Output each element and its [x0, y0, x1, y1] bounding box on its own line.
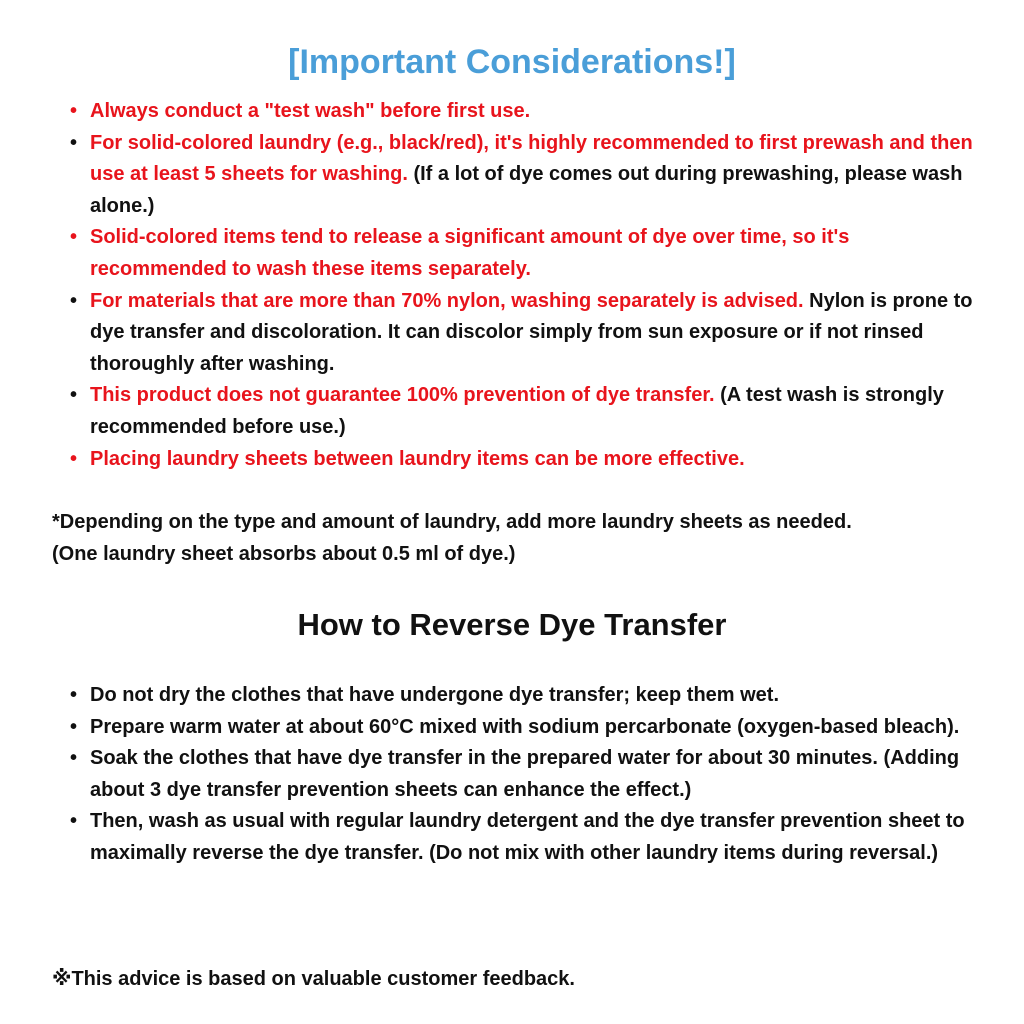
note-line: *Depending on the type and amount of laundry, add more laundry sheets as needed.: [52, 511, 852, 533]
warning-text: For solid-colored laundry (e.g., black/red), it's highly recommended to first prewash and then use at least 5 sheets for washing.: [90, 131, 973, 186]
note-line: (One laundry sheet absorbs about 0.5 ml of dye.): [52, 542, 516, 565]
step-text: Then, wash as usual with regular laundry detergent and the dye transfer prevention sheet to maximally reverse the dye transfer. (Do not mix with other laundry items during reversal.): [90, 810, 965, 864]
warning-text: This product does not guarantee 100% prevention of dye transfer.: [90, 384, 715, 407]
bullet-icon: •: [70, 715, 78, 738]
step-text: Prepare warm water at about 60°C mixed with sodium percarbonate (oxygen-based bleach).: [90, 715, 960, 738]
warning-text: Always conduct a "test wash" before first use.: [90, 100, 531, 122]
reverse-steps-list: [70, 680, 990, 870]
warning-text: Solid-colored items tend to release a significant amount of dye over time, so it's recommended to wash these items separately.: [90, 226, 850, 280]
step-text: Soak the clothes that have dye transfer in the prepared water for about 30 minutes. (Adding about 3 dye transfer prevention sheets can enhance the effect.): [90, 747, 960, 801]
detail-text: Nylon is prone to dye transfer and discoloration. It can discolor simply from sun exposure or if not rinsed thoroughly after washing.: [90, 289, 973, 375]
list-item: [70, 286, 990, 381]
list-item: [70, 444, 990, 476]
sheet-quantity-note: [52, 507, 1002, 570]
important-list: [70, 96, 990, 475]
list-item: [70, 680, 990, 712]
list-item: [70, 96, 990, 128]
important-title: [Important Considerations!]: [288, 43, 736, 81]
list-item: [70, 222, 990, 285]
list-item: [70, 743, 990, 806]
bullet-icon: •: [70, 447, 78, 470]
detail-text: (A test wash is strongly recommended before use.): [90, 384, 944, 438]
bullet-icon: •: [70, 747, 78, 770]
customer-feedback-note: ※This advice is based on valuable customer feedback.: [52, 968, 575, 990]
list-item: [70, 712, 990, 744]
bullet-icon: •: [70, 289, 78, 312]
warning-text: For materials that are more than 70% nylon, washing separately is advised.: [90, 289, 804, 312]
bullet-icon: •: [70, 684, 78, 706]
detail-text: (If a lot of dye comes out during prewashing, please wash alone.): [90, 163, 963, 217]
bullet-icon: •: [70, 100, 78, 122]
reverse-heading: How to Reverse Dye Transfer: [297, 607, 727, 642]
list-item: [70, 128, 990, 223]
warning-text: Placing laundry sheets between laundry items can be more effective.: [90, 447, 745, 470]
bullet-icon: •: [70, 384, 78, 407]
bullet-icon: •: [70, 131, 78, 154]
list-item: [70, 380, 990, 443]
list-item: [70, 806, 990, 869]
bullet-icon: •: [70, 810, 78, 833]
step-text: Do not dry the clothes that have undergone dye transfer; keep them wet.: [90, 684, 780, 706]
bullet-icon: •: [70, 226, 78, 249]
